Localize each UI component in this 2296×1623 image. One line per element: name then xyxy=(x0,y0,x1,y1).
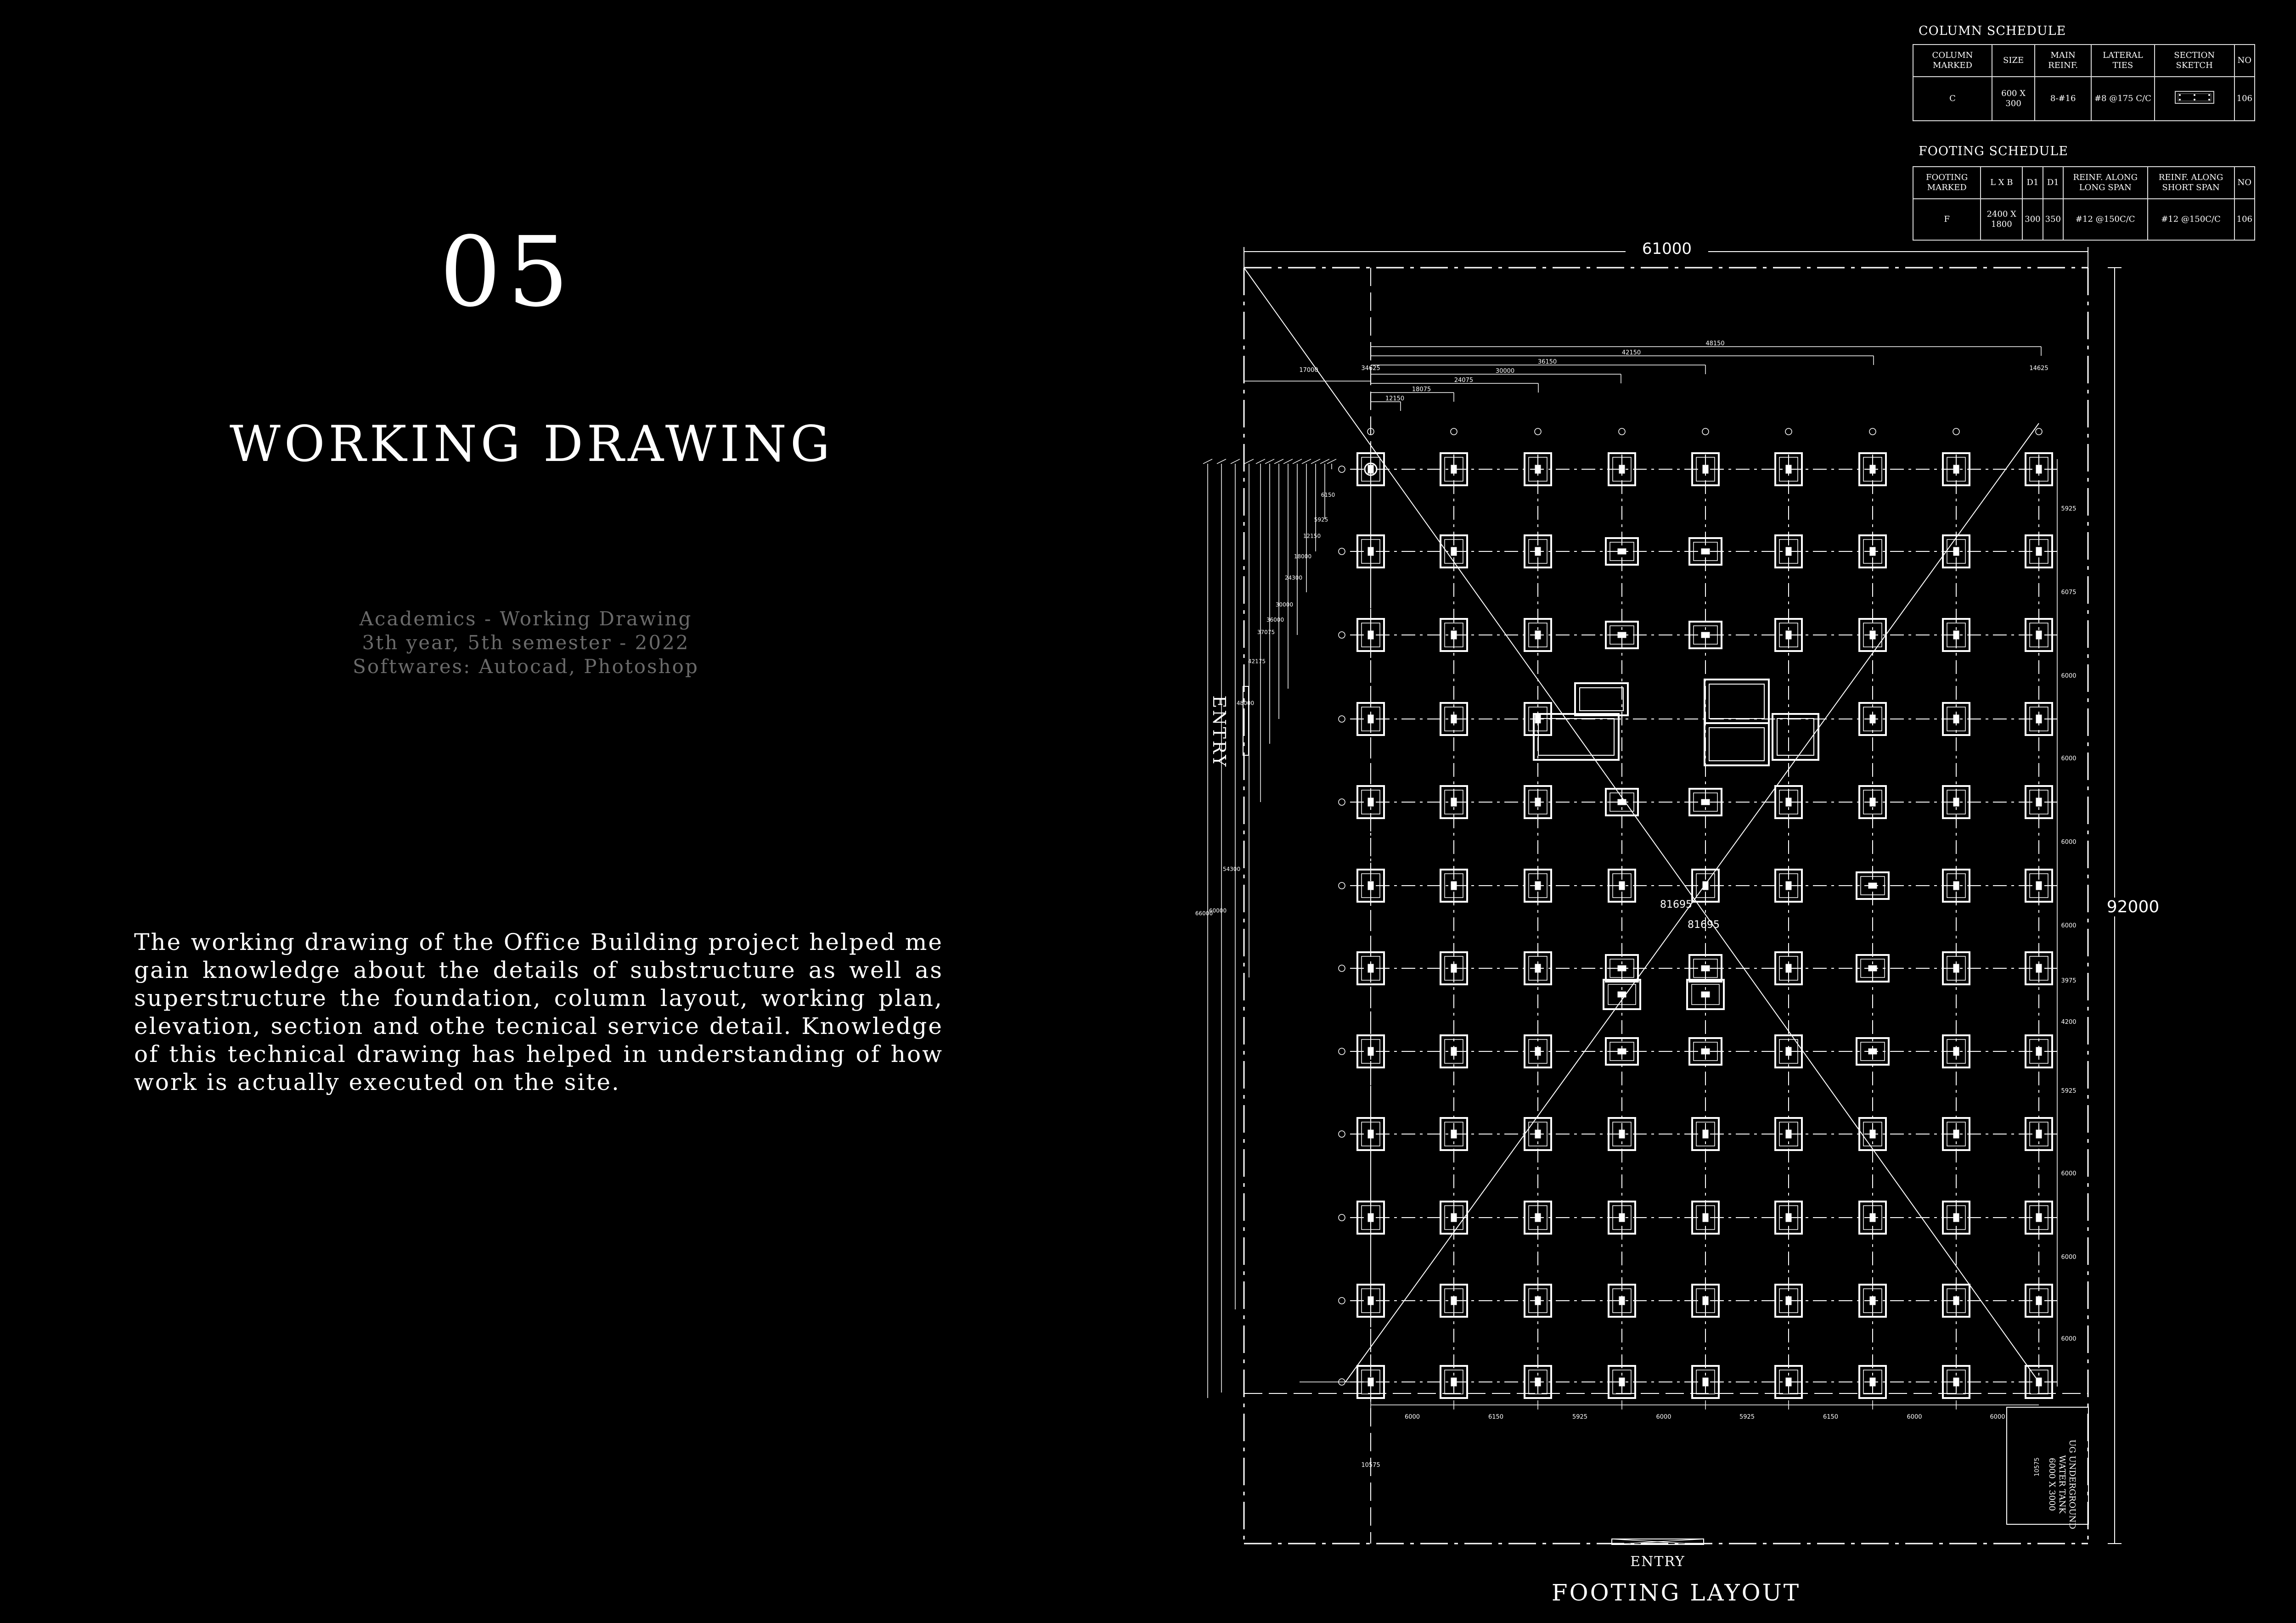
column-mark xyxy=(1953,798,1959,806)
column-mark xyxy=(1703,1213,1708,1222)
grid-bubble xyxy=(1339,1297,1345,1304)
dimension-text: 48150 xyxy=(1705,340,1725,347)
dimension-text: 42150 xyxy=(1621,349,1641,356)
grid-bubble xyxy=(1339,965,1345,972)
footing-header: NO xyxy=(2234,167,2255,199)
column-mark xyxy=(1535,1213,1541,1222)
column-mark xyxy=(1535,1130,1541,1138)
column-mark xyxy=(1701,1049,1710,1054)
column-mark xyxy=(1368,547,1373,556)
origin-marker-dot xyxy=(1368,466,1373,472)
water-tank-line: UG UNDERGROUND xyxy=(2067,1439,2077,1529)
column-mark xyxy=(1451,1297,1457,1305)
column-mark xyxy=(1703,1297,1708,1305)
column-mark xyxy=(1368,631,1373,639)
grid-bubble xyxy=(1451,428,1457,435)
column-mark xyxy=(1786,1378,1791,1386)
grid-bubble xyxy=(1339,716,1345,722)
dimension-text: 60000 xyxy=(1209,907,1227,914)
column-schedule-title: COLUMN SCHEDULE xyxy=(1919,24,2066,38)
column-cell: #8 @175 C/C xyxy=(2091,77,2155,121)
grid-bubble xyxy=(1339,466,1345,472)
meta-line: Academics - Working Drawing xyxy=(359,607,692,630)
column-schedule-table xyxy=(1913,44,2255,121)
column-mark xyxy=(1619,882,1625,890)
column-mark xyxy=(1703,1378,1708,1386)
column-mark xyxy=(1535,465,1541,473)
combined-footing-inner xyxy=(1538,719,1614,755)
column-header: LATERAL TIES xyxy=(2091,45,2155,77)
column-mark xyxy=(1451,547,1457,556)
dimension-text: 17000 xyxy=(1299,367,1318,374)
dimension-tick xyxy=(1231,459,1240,464)
column-mark xyxy=(1868,1049,1877,1054)
column-mark xyxy=(1618,799,1626,805)
column-mark xyxy=(1451,1213,1457,1222)
footing-header: L X B xyxy=(1981,167,2022,199)
column-mark xyxy=(2036,715,2042,723)
column-header: SIZE xyxy=(1992,45,2035,77)
description-text: The working drawing of the Office Building project helped me gain knowledge about the details of substructure as well as superstructure the foundation, column layout, working plan, elevation, section and othe tecnical service detail. Knowledge of this technical drawing has helped in understanding of how work is actually executed on the site. xyxy=(134,929,943,1095)
grid-bubble xyxy=(1339,799,1345,805)
dimension-text: 30000 xyxy=(1495,368,1515,375)
column-mark xyxy=(1535,1378,1541,1386)
footing-cell: #12 @150C/C xyxy=(2148,199,2234,240)
column-mark xyxy=(1535,631,1541,639)
dimension-text: 6075 xyxy=(2061,589,2077,596)
column-mark xyxy=(1786,1047,1791,1056)
dimension-text: 5925 xyxy=(1572,1414,1588,1421)
grid-bubble xyxy=(1869,428,1876,435)
column-mark xyxy=(1701,632,1710,638)
dimension-text: 6000 xyxy=(1656,1414,1671,1421)
dimension-text: 12150 xyxy=(1303,533,1321,539)
column-mark xyxy=(1535,798,1541,806)
dimension-tick xyxy=(1311,459,1320,464)
column-cell: 600 X 300 xyxy=(1992,77,2035,121)
dimension-tick xyxy=(1244,459,1254,464)
column-mark xyxy=(2036,1047,2042,1056)
column-mark xyxy=(1870,798,1875,806)
section-number: 05 xyxy=(439,216,575,328)
grid-bubble xyxy=(1339,632,1345,638)
dimension-text: 18075 xyxy=(1412,386,1431,393)
column-mark xyxy=(1870,1130,1875,1138)
meta-line: 3th year, 5th semester - 2022 xyxy=(362,631,690,654)
dimension-text: 6000 xyxy=(2061,755,2077,762)
dimension-tick xyxy=(1256,459,1265,464)
column-mark xyxy=(1786,1213,1791,1222)
dimension-text: 36000 xyxy=(1266,617,1284,623)
column-mark xyxy=(1619,1297,1625,1305)
grid-bubble xyxy=(1339,882,1345,889)
grid-bubble xyxy=(1339,1131,1345,1137)
footing-header: D1 xyxy=(2043,167,2063,199)
dimension-text: 6000 xyxy=(2061,922,2077,929)
dimension-text: 66000 xyxy=(1195,910,1213,917)
footing-cell: #12 @150C/C xyxy=(2063,199,2148,240)
grid-bubble xyxy=(1535,428,1541,435)
column-mark xyxy=(1451,1047,1457,1056)
dimension-text: 5925 xyxy=(2061,505,2077,512)
dimension-tick xyxy=(1274,459,1283,464)
column-mark xyxy=(1870,715,1875,723)
column-mark xyxy=(1868,966,1877,971)
column-mark xyxy=(1619,1213,1625,1222)
dimension-text: 4200 xyxy=(2061,1019,2077,1026)
column-mark xyxy=(2036,465,2042,473)
column-mark xyxy=(1953,631,1959,639)
column-mark xyxy=(1953,715,1959,723)
column-mark xyxy=(2036,798,2042,806)
column-mark xyxy=(1870,1213,1875,1222)
column-mark xyxy=(1953,964,1959,972)
dimension-text: 34625 xyxy=(1361,365,1380,372)
dimension-text: 5925 xyxy=(1314,517,1328,523)
column-mark xyxy=(1953,1047,1959,1056)
entry-label-left: ENTRY xyxy=(1209,695,1229,769)
column-mark xyxy=(1953,547,1959,556)
column-mark xyxy=(1368,1047,1373,1056)
column-mark xyxy=(1535,715,1541,723)
column-mark xyxy=(1535,882,1541,890)
dimension-text: 24075 xyxy=(1454,377,1474,384)
dimension-text: 6150 xyxy=(1321,492,1335,498)
diagonal-line xyxy=(1244,268,2039,1382)
column-mark xyxy=(1953,1297,1959,1305)
column-mark xyxy=(1870,465,1875,473)
column-mark xyxy=(2036,964,2042,972)
column-mark xyxy=(1618,632,1626,638)
dimension-tick xyxy=(1217,459,1226,464)
column-mark xyxy=(1953,1213,1959,1222)
column-mark xyxy=(1868,883,1877,888)
column-mark xyxy=(1368,798,1373,806)
column-mark xyxy=(1870,547,1875,556)
footing-cell: 106 xyxy=(2234,199,2255,240)
column-mark xyxy=(2036,547,2042,556)
dimension-text: 6000 xyxy=(2061,1336,2077,1342)
column-mark xyxy=(2036,882,2042,890)
dimension-text: 6150 xyxy=(1823,1414,1839,1421)
column-mark xyxy=(1451,715,1457,723)
column-mark xyxy=(1701,799,1710,805)
column-mark xyxy=(1619,1130,1625,1138)
dimension-text: 10575 xyxy=(1361,1462,1380,1469)
dimension-text: 42175 xyxy=(1248,658,1266,665)
column-mark xyxy=(1953,1130,1959,1138)
dimension-text: 10575 xyxy=(2034,1457,2041,1477)
column-mark xyxy=(2036,1297,2042,1305)
column-mark xyxy=(1703,1130,1708,1138)
combined-footing xyxy=(1705,723,1769,765)
dimension-text: 48000 xyxy=(1236,700,1255,707)
column-mark xyxy=(1786,547,1791,556)
dimension-text: 12150 xyxy=(1385,395,1405,402)
dimension-text: 6000 xyxy=(2061,673,2077,680)
column-cell: C xyxy=(1913,77,1992,121)
column-mark xyxy=(1535,547,1541,556)
dimension-text: 36150 xyxy=(1537,359,1557,365)
column-mark xyxy=(1368,882,1373,890)
entry-label-bottom: ENTRY xyxy=(1630,1554,1685,1570)
column-mark xyxy=(1451,465,1457,473)
column-mark xyxy=(1368,964,1373,972)
column-mark xyxy=(2036,1130,2042,1138)
footing-header: D1 xyxy=(2022,167,2043,199)
column-mark xyxy=(2036,1378,2042,1386)
dimension-text: 37075 xyxy=(1257,629,1275,635)
column-mark xyxy=(1451,1378,1457,1386)
diagonal-dimension: 81695 xyxy=(1688,919,1720,931)
dimension-text: 6000 xyxy=(2061,1254,2077,1261)
column-mark xyxy=(1451,631,1457,639)
section-sketch-cell xyxy=(2155,77,2234,121)
column-mark xyxy=(1618,992,1626,997)
column-mark xyxy=(1953,882,1959,890)
column-mark xyxy=(1870,1297,1875,1305)
column-cell: 8-#16 xyxy=(2035,77,2091,121)
dimension-text: 6000 xyxy=(1907,1414,1922,1421)
grid-bubble xyxy=(1702,428,1709,435)
dimension-text: 6150 xyxy=(1488,1414,1504,1421)
grid-bubble xyxy=(1785,428,1792,435)
combined-footing xyxy=(1534,714,1619,760)
water-tank-line: WATER TANK xyxy=(2057,1455,2067,1514)
column-mark xyxy=(1701,549,1710,554)
column-mark xyxy=(1703,882,1708,890)
dimension-text: 5925 xyxy=(1739,1414,1755,1421)
overall-length-dimension: 92000 xyxy=(2092,898,2174,916)
column-header: MAIN REINF. xyxy=(2035,45,2091,77)
dimension-tick xyxy=(1203,459,1212,464)
column-mark xyxy=(1870,631,1875,639)
column-mark xyxy=(1786,1297,1791,1305)
column-mark xyxy=(1786,465,1791,473)
column-mark xyxy=(1703,465,1708,473)
column-mark xyxy=(1368,1297,1373,1305)
footing-header: REINF. ALONG SHORT SPAN xyxy=(2148,167,2234,199)
column-mark xyxy=(1368,1378,1373,1386)
column-mark xyxy=(1618,966,1626,971)
footing-schedule-title: FOOTING SCHEDULE xyxy=(1919,144,2068,158)
dimension-tick xyxy=(1265,459,1274,464)
combined-footing-inner xyxy=(1709,684,1764,719)
column-mark xyxy=(1619,465,1625,473)
dimension-text: 24300 xyxy=(1284,574,1303,581)
grid-bubble xyxy=(1339,548,1345,555)
grid-bubble xyxy=(1339,1048,1345,1055)
column-header: SECTION SKETCH xyxy=(2155,45,2234,77)
footing-cell: F xyxy=(1913,199,1981,240)
column-header: NO xyxy=(2234,45,2255,77)
dimension-text: 3975 xyxy=(2061,977,2077,984)
footing-cell: 300 xyxy=(2022,199,2043,240)
column-section-sketch xyxy=(2167,86,2222,109)
column-mark xyxy=(1451,798,1457,806)
footing-header: REINF. ALONG LONG SPAN xyxy=(2063,167,2148,199)
column-mark xyxy=(1368,1130,1373,1138)
combined-footing-inner xyxy=(1580,688,1623,711)
column-mark xyxy=(2036,1213,2042,1222)
dimension-text: 14625 xyxy=(2029,365,2048,372)
page-title: WORKING DRAWING xyxy=(229,416,834,473)
column-mark xyxy=(1953,1378,1959,1386)
column-header: COLUMN MARKED xyxy=(1913,45,1992,77)
column-mark xyxy=(1451,882,1457,890)
water-tank-label xyxy=(2047,1434,2077,1535)
dimension-text: 5925 xyxy=(2061,1088,2077,1095)
combined-footing-inner xyxy=(1709,728,1764,761)
column-mark xyxy=(1870,1378,1875,1386)
dimension-text: 6000 xyxy=(2061,839,2077,846)
column-mark xyxy=(1535,1047,1541,1056)
column-mark xyxy=(1786,1130,1791,1138)
grid-bubble xyxy=(1339,1214,1345,1221)
column-mark xyxy=(1618,549,1626,554)
dimension-text: 30000 xyxy=(1275,601,1294,608)
dimension-tick xyxy=(1302,459,1311,464)
combined-footing-inner xyxy=(1777,719,1814,755)
column-mark xyxy=(1953,465,1959,473)
column-mark xyxy=(1368,715,1373,723)
footing-layout-caption: FOOTING LAYOUT xyxy=(1551,1579,1801,1606)
combined-footing xyxy=(1705,680,1769,723)
overall-width-dimension: 61000 xyxy=(1626,240,1708,258)
water-tank-line: 6000 X 3000 xyxy=(2047,1458,2057,1511)
dimension-text: 54300 xyxy=(1222,866,1241,872)
dimension-text: 6000 xyxy=(1404,1414,1420,1421)
dimension-tick xyxy=(1283,459,1293,464)
column-mark xyxy=(1535,1297,1541,1305)
column-mark xyxy=(1535,964,1541,972)
column-mark xyxy=(1619,1378,1625,1386)
column-mark xyxy=(1451,1130,1457,1138)
column-mark xyxy=(1786,798,1791,806)
column-cell: 106 xyxy=(2234,77,2255,121)
dimension-text: 18000 xyxy=(1294,553,1312,560)
dimension-text: 6000 xyxy=(1990,1414,2005,1421)
footing-cell: 2400 X 1800 xyxy=(1981,199,2022,240)
column-mark xyxy=(1786,964,1791,972)
footing-header: FOOTING MARKED xyxy=(1913,167,1981,199)
footing-schedule-table xyxy=(1913,166,2255,241)
grid-bubble xyxy=(2036,428,2042,435)
diagonal-dimension: 81695 xyxy=(1660,899,1692,910)
column-mark xyxy=(2036,631,2042,639)
column-mark xyxy=(1451,964,1457,972)
grid-bubble xyxy=(1619,428,1625,435)
column-mark xyxy=(1786,882,1791,890)
footing-cell: 350 xyxy=(2043,199,2063,240)
dimension-tick xyxy=(1293,459,1302,464)
column-mark xyxy=(1701,966,1710,971)
column-mark xyxy=(1618,1049,1626,1054)
dimension-text: 6000 xyxy=(2061,1170,2077,1177)
column-mark xyxy=(1368,1213,1373,1222)
column-mark xyxy=(1701,992,1710,997)
column-mark xyxy=(1786,631,1791,639)
meta-line: Softwares: Autocad, Photoshop xyxy=(353,655,699,678)
grid-bubble xyxy=(1953,428,1959,435)
